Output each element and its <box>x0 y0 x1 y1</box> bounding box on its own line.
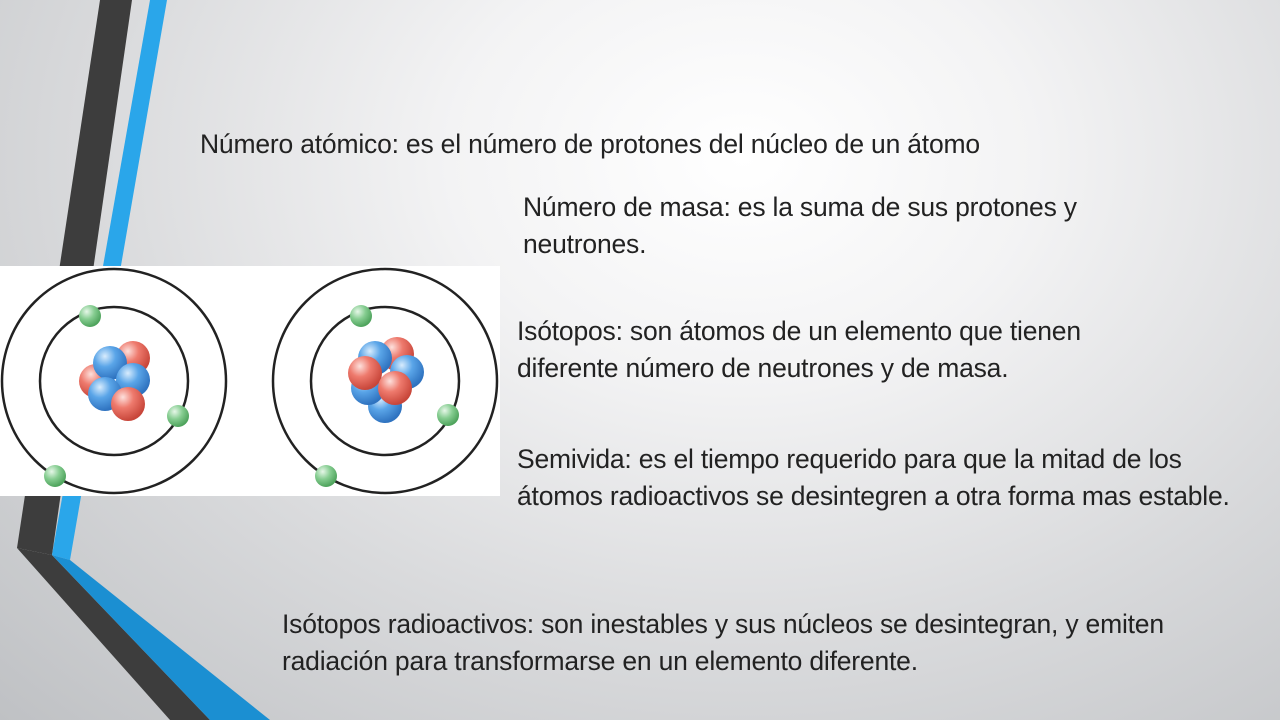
definition-semivida: Semivida: es el tiempo requerido para que la mitad de los átomos radioactivos se desintegren a otra forma mas estable. <box>517 444 1230 511</box>
proton <box>378 371 412 405</box>
definition-numero-atomico: Número atómico: es el número de protones del núcleo de un átomo <box>200 129 980 159</box>
electron <box>167 405 189 427</box>
definition-numero-masa: Número de masa: es la suma de sus protones y neutrones. <box>523 192 1077 259</box>
electron <box>79 305 101 327</box>
electron <box>44 465 66 487</box>
electron <box>350 305 372 327</box>
electron <box>437 404 459 426</box>
electron <box>315 465 337 487</box>
definition-isotopos: Isótopos: son átomos de un elemento que tienen diferente número de neutrones y de masa. <box>517 316 1081 383</box>
atom-illustration <box>0 266 500 496</box>
atom-left <box>2 269 226 493</box>
proton <box>348 356 382 390</box>
definition-isotopos-radioactivos: Isótopos radioactivos: son inestables y sus núcleos se desintegran, y emiten radiación para transformarse en un elemento diferente. <box>282 609 1164 676</box>
proton <box>111 387 145 421</box>
atom-right <box>273 269 497 493</box>
dark-stripe-lower <box>17 548 210 720</box>
